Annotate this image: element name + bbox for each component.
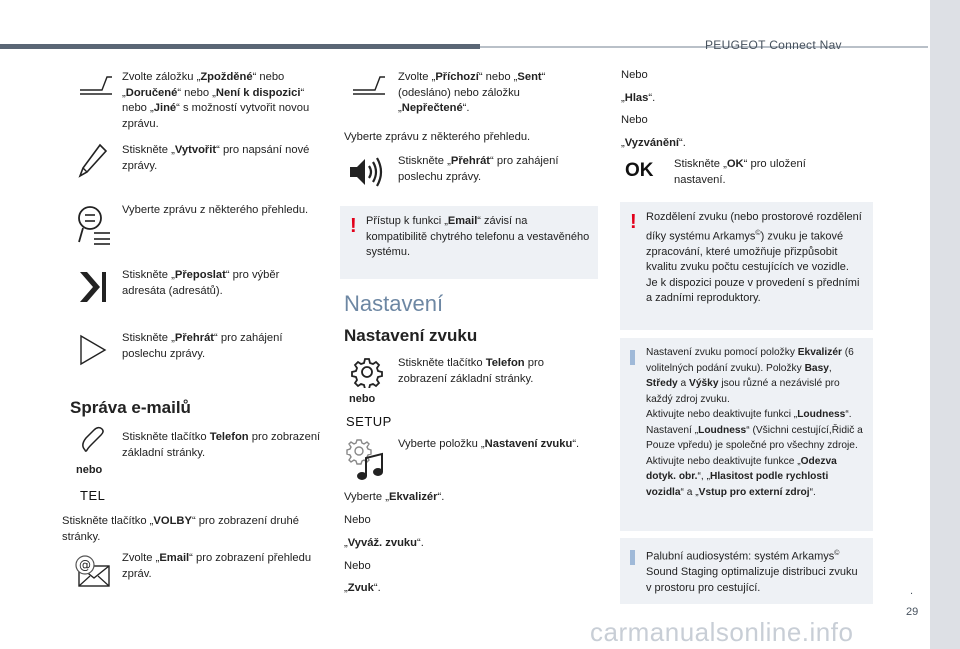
text-prichozi: Zvolte „Příchozí“ nebo „Sent“ (odesláno) nebo záložku „Nepřečtené“.: [398, 71, 546, 114]
info-icon: [630, 350, 635, 365]
text-ekvalizer: Vyberte „Ekvalizér“.: [344, 491, 445, 503]
note-ekvalizer-text: Nastavení zvuku pomocí položky Ekvalizér (6 volitelných podání zvuku). Položky Basy, Středy a Výšky jsou různé a nezávislé pro každý zdroj zvuku. Aktivujte nebo deaktivujte funkci „Loudness“. Nastavení „Loudness“ (Všichni cestující,Řidič a Pouze vpředu) je společné pro všechny zdroje. Aktivujte nebo deaktivujte funkce „Odezva dotyk. obr.“, „Hlasitost podle rychlosti vozidla“ a „Vstup pro externí zdroj“.: [646, 347, 863, 498]
message-list-icon: [76, 203, 112, 245]
text-telefon-2: Stiskněte tlačítko Telefon pro zobrazení základní stránky.: [398, 357, 544, 385]
warning-icon: !: [350, 215, 357, 237]
heading-sprava-emailu: Správa e-mailů: [70, 398, 191, 417]
gear-icon: [351, 356, 383, 388]
speaker-icon: [348, 156, 384, 188]
text-vytvorit: Stiskněte „Vytvořit“ pro napsání nové zprávy.: [122, 144, 310, 172]
text-hlas: „Hlas“.: [621, 92, 656, 104]
text-nebo-3: Nebo: [344, 514, 371, 526]
forward-icon: [78, 270, 108, 304]
page-dot: .: [910, 585, 914, 597]
svg-text:@: @: [79, 558, 91, 572]
text-preposlat: Stiskněte „Přeposlat“ pro výběr adresáta (adresátů).: [122, 269, 280, 297]
note-arkamys: [620, 538, 873, 604]
info-icon: [630, 550, 635, 565]
ok-icon: OK: [625, 160, 654, 181]
text-email: Zvolte „Email“ pro zobrazení přehledu zpráv.: [122, 552, 312, 580]
text-prehrat-2: Stiskněte „Přehrát“ pro zahájení poslechu zprávy.: [398, 155, 559, 183]
heading-nastaveni-zvuku: Nastavení zvuku: [344, 326, 478, 345]
gear-music-icon: [346, 438, 386, 482]
label-setup: SETUP: [346, 414, 392, 429]
pencil-icon: [78, 143, 108, 179]
tab-underline-icon: [351, 74, 387, 96]
note-rozdeleni-text: Rozdělení zvuku (nebo prostorové rozdělení díky systému Arkamys©) zvuku je takové zpracování, které umožňuje přizpůsobit kvalitu zvuku počtu cestujících ve vozidle. Je k dispozici pouze v provedení s předními a zadními reproduktory.: [646, 211, 862, 305]
header-title: PEUGEOT Connect Nav: [705, 38, 842, 52]
header-bar: [0, 44, 480, 49]
note-email: [340, 206, 598, 279]
text-polozka: Vyberte položku „Nastavení zvuku“.: [398, 438, 580, 450]
text-nebo-6: Nebo: [621, 114, 648, 126]
email-icon: [73, 554, 113, 588]
page-number: 29: [906, 606, 919, 618]
text-vyberte-1: Vyberte zprávu z některého přehledu.: [122, 204, 309, 216]
text-vyvaz: „Vyváž. zvuku“.: [344, 537, 424, 549]
heading-nastaveni: Nastavení: [344, 291, 444, 316]
text-volby: Stiskněte tlačítko „VOLBY“ pro zobrazení druhé stránky.: [62, 515, 299, 543]
label-tel: TEL: [80, 488, 106, 503]
text-prehrat: Stiskněte „Přehrát“ pro zahájení poslechu zprávy.: [122, 332, 283, 360]
label-nebo-1: nebo: [76, 464, 103, 476]
text-telefon-1: Stiskněte tlačítko Telefon pro zobrazení základní stránky.: [122, 431, 321, 459]
label-nebo-2: nebo: [349, 393, 376, 405]
phone-icon: [80, 426, 106, 456]
note-ekvalizer: [620, 338, 873, 531]
text-vyberte-2: Vyberte zprávu z některého přehledu.: [344, 131, 531, 143]
watermark: carmanualsonline.info: [590, 617, 854, 647]
text-vyzvaneni: „Vyzvánění“.: [621, 137, 686, 149]
note-arkamys-text: Palubní audiosystém: systém Arkamys© Sound Staging optimalizuje distribuci zvuku v prostoru pro cestující.: [646, 550, 858, 594]
text-zvuk: „Zvuk“.: [344, 582, 381, 594]
page-sidebar: [930, 0, 960, 649]
play-icon: [78, 333, 108, 367]
tab-underline-icon: [78, 74, 114, 96]
text-nebo-5: Nebo: [621, 69, 648, 81]
header-bar-thin: [480, 46, 928, 48]
warning-icon: !: [630, 211, 637, 233]
note-email-text: Přístup k funkci „Email“ závisí na kompatibilitě chytrého telefonu a vestavěného systému.: [366, 215, 590, 258]
note-rozdeleni: [620, 202, 873, 330]
text-zpozdene: Zvolte záložku „Zpožděné“ nebo „Doručené“ nebo „Není k dispozici“ nebo „Jiné“ s možností vytvořit novou zprávu.: [122, 71, 310, 130]
text-ok: Stiskněte „OK“ pro uložení nastavení.: [674, 158, 806, 186]
text-nebo-4: Nebo: [344, 560, 371, 572]
